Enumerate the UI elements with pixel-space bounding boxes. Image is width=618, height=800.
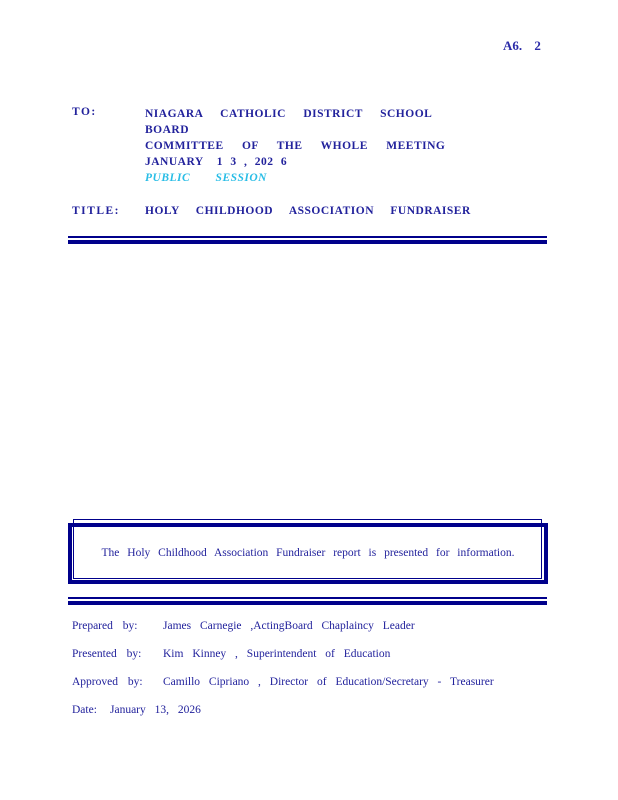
footer-value: January 13, 2026 (110, 704, 201, 716)
to-line-date (145, 154, 480, 170)
divider-bottom (68, 597, 547, 605)
divider-thin-line (68, 236, 547, 238)
footer-row-presented (72, 648, 390, 660)
footer-row-approved (72, 676, 494, 688)
footer-label: Presented by: (72, 648, 142, 660)
meeting-month: JANUARY (145, 156, 204, 168)
divider-top (68, 236, 547, 244)
footer-label: Date: (72, 704, 97, 716)
summary-text: The Holy Childhood Association Fundraiser report is presented for information. (101, 547, 515, 559)
title-label: TITLE: (72, 205, 120, 217)
to-label: TO: (72, 106, 97, 118)
to-line-board: NIAGARA CATHOLIC DISTRICT SCHOOL BOARD (145, 108, 432, 136)
page-ref: A6. 2 (503, 38, 541, 53)
meeting-day-year: 1 3 , 202 6 (216, 156, 288, 168)
footer-label: Prepared by: (72, 620, 138, 632)
footer-row-date (72, 704, 201, 716)
to-address-block (145, 106, 480, 170)
footer-value: James Carnegie ,ActingBoard Chaplaincy Leader (163, 620, 415, 632)
footer-row-prepared (72, 620, 415, 632)
divider-thin-line (68, 597, 547, 599)
footer-label: Approved by: (72, 676, 143, 688)
divider-thick-line (68, 240, 547, 244)
title-value: HOLY CHILDHOOD ASSOCIATION FUNDRAISER (145, 205, 471, 217)
footer-value: Kim Kinney , Superintendent of Education (163, 648, 391, 660)
footer-value: Camillo Cipriano , Director of Education/Secretary - Treasurer (163, 676, 494, 688)
to-line-meeting: COMMITTEE OF THE WHOLE MEETING (145, 140, 446, 152)
session-heading: PUBLIC SESSION (145, 172, 267, 184)
divider-thick-line (68, 601, 547, 605)
